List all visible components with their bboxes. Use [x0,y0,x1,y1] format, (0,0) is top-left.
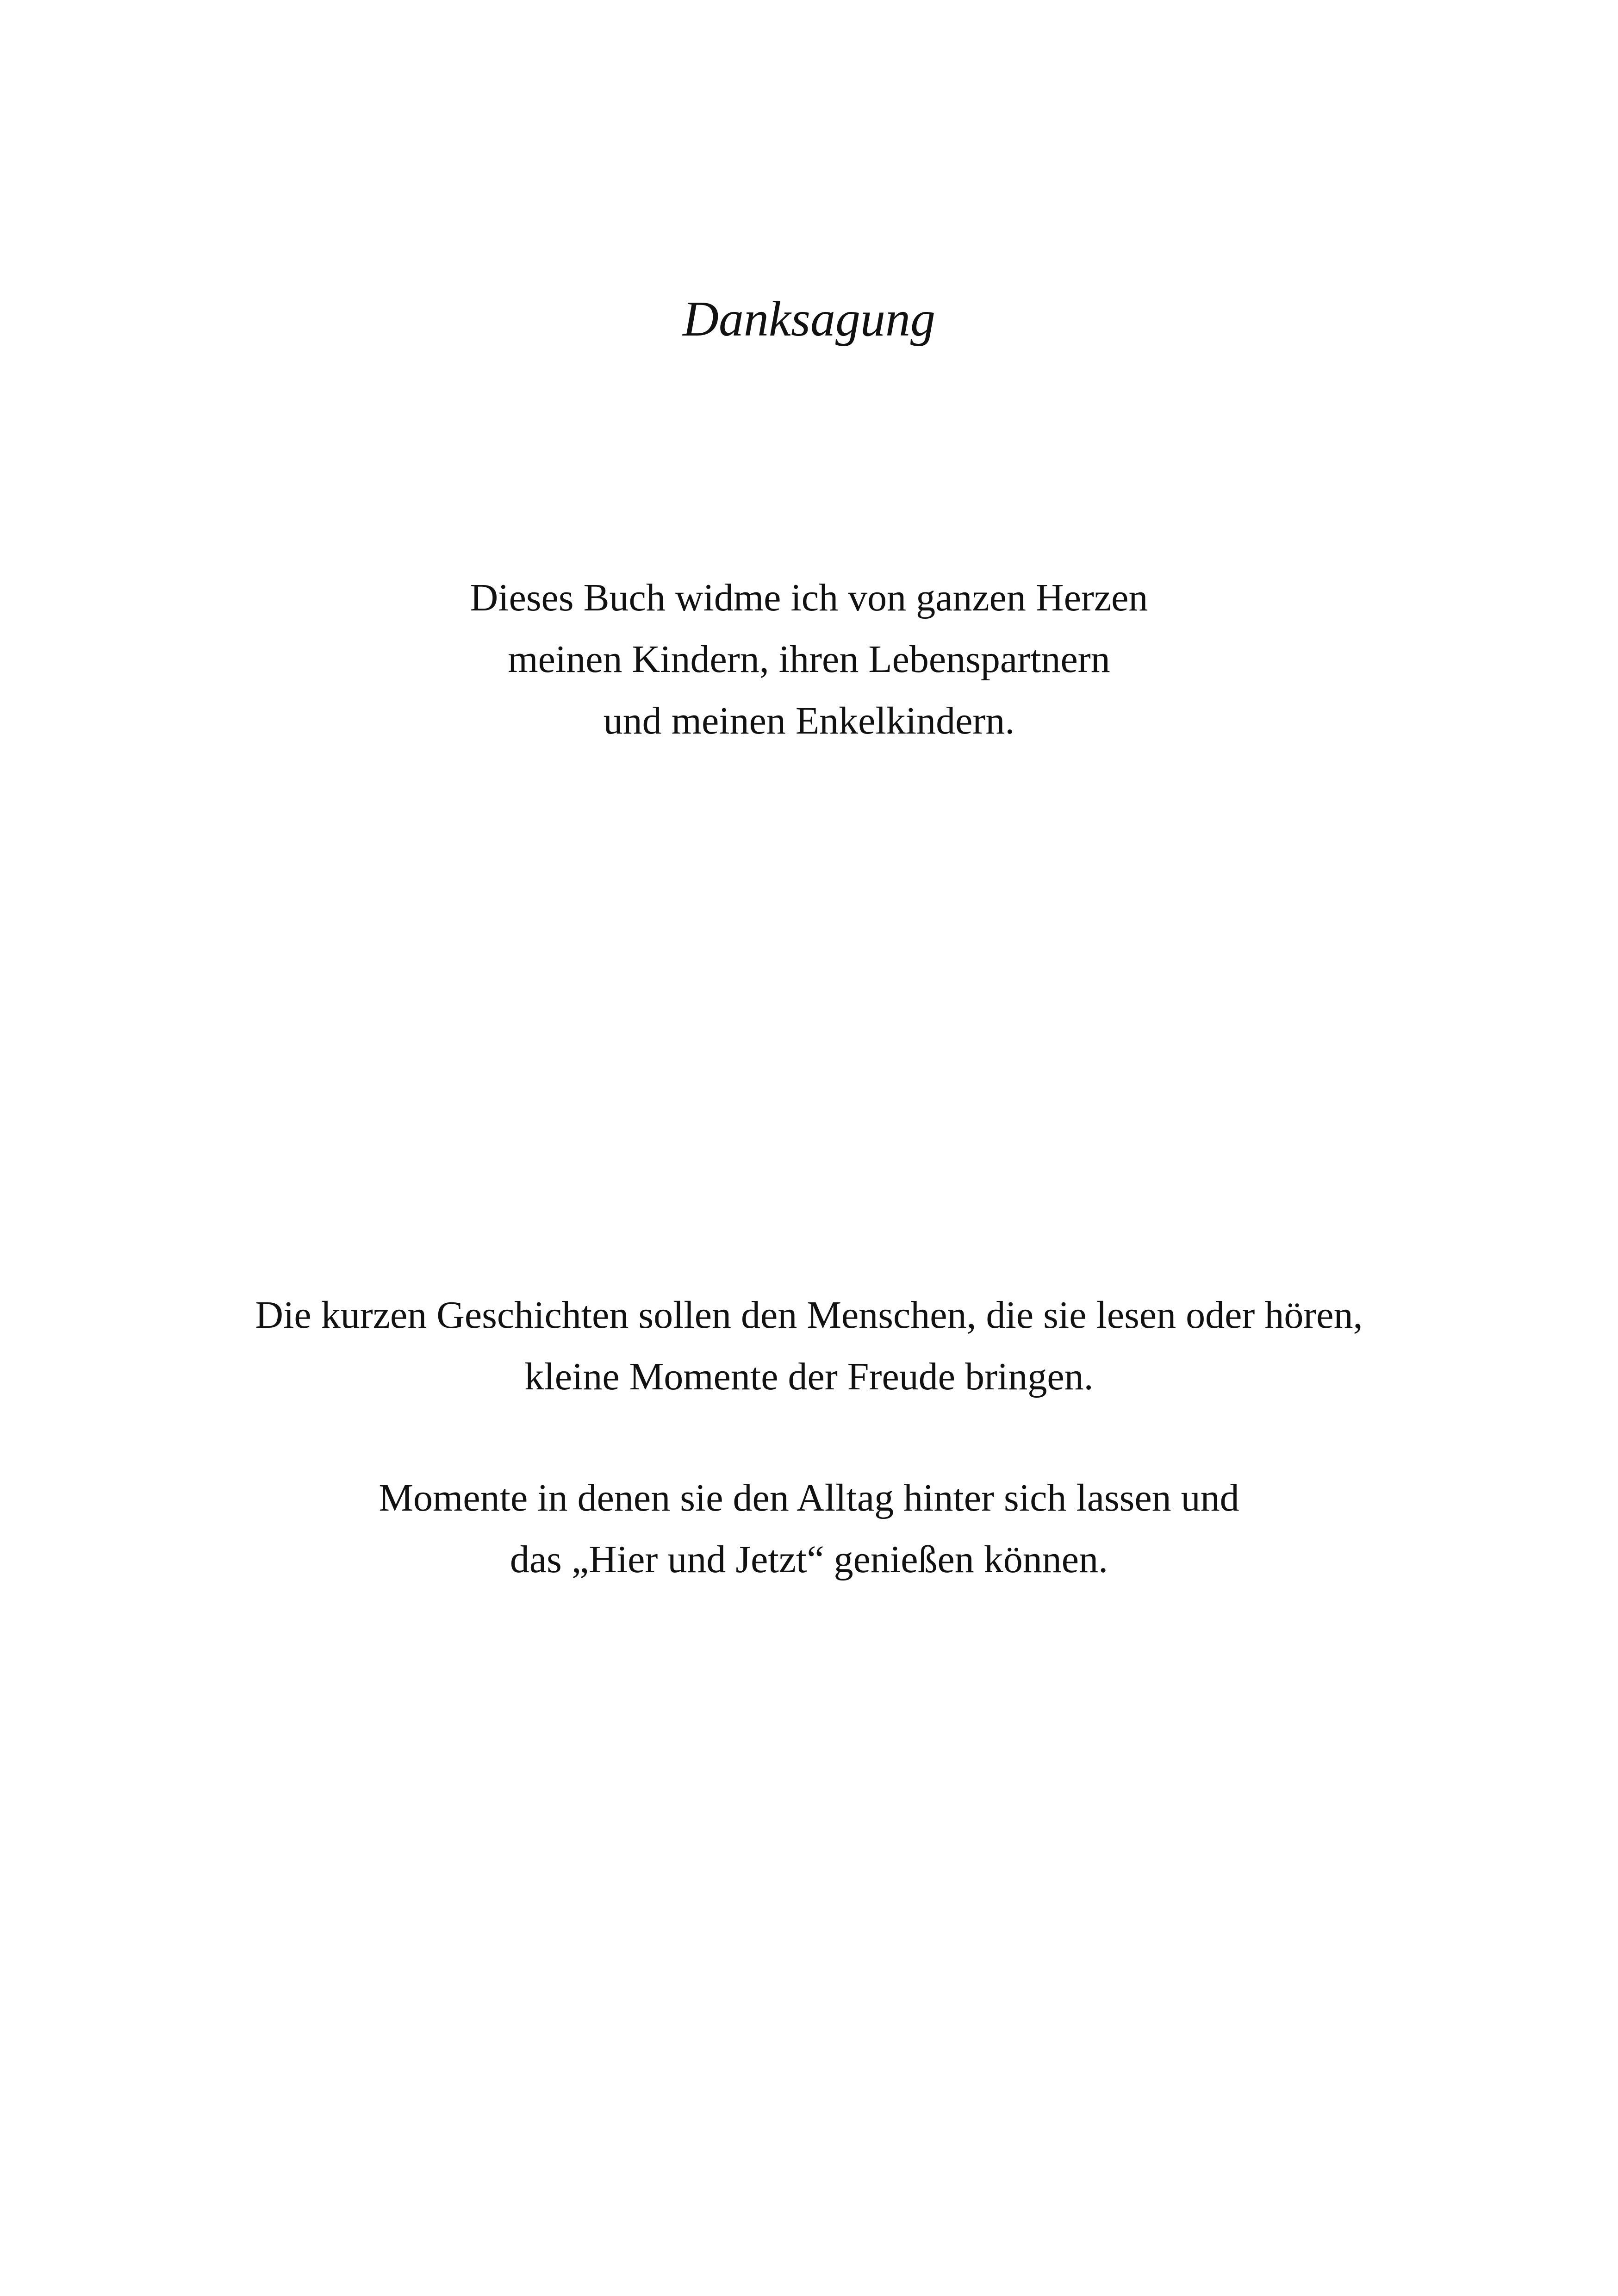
moments-line: Momente in denen sie den Alltag hinter sich lassen und [379,1476,1239,1519]
intent-paragraph [0,1284,1618,1407]
intent-line: kleine Momente der Freude bringen. [524,1355,1094,1398]
dedication-paragraph [0,567,1618,752]
intent-line: Die kurzen Geschichten sollen den Menschen, die sie lesen oder hören, [255,1294,1363,1337]
moments-line: das „Hier und Jetzt“ genießen können. [510,1538,1108,1581]
moments-paragraph [0,1467,1618,1590]
dedication-line: meinen Kindern, ihren Lebenspartnern [508,638,1110,681]
dedication-line: und meinen Enkelkindern. [603,699,1015,742]
page-title: Danksagung [683,292,935,347]
dedication-line: Dieses Buch widme ich von ganzen Herzen [470,576,1148,619]
